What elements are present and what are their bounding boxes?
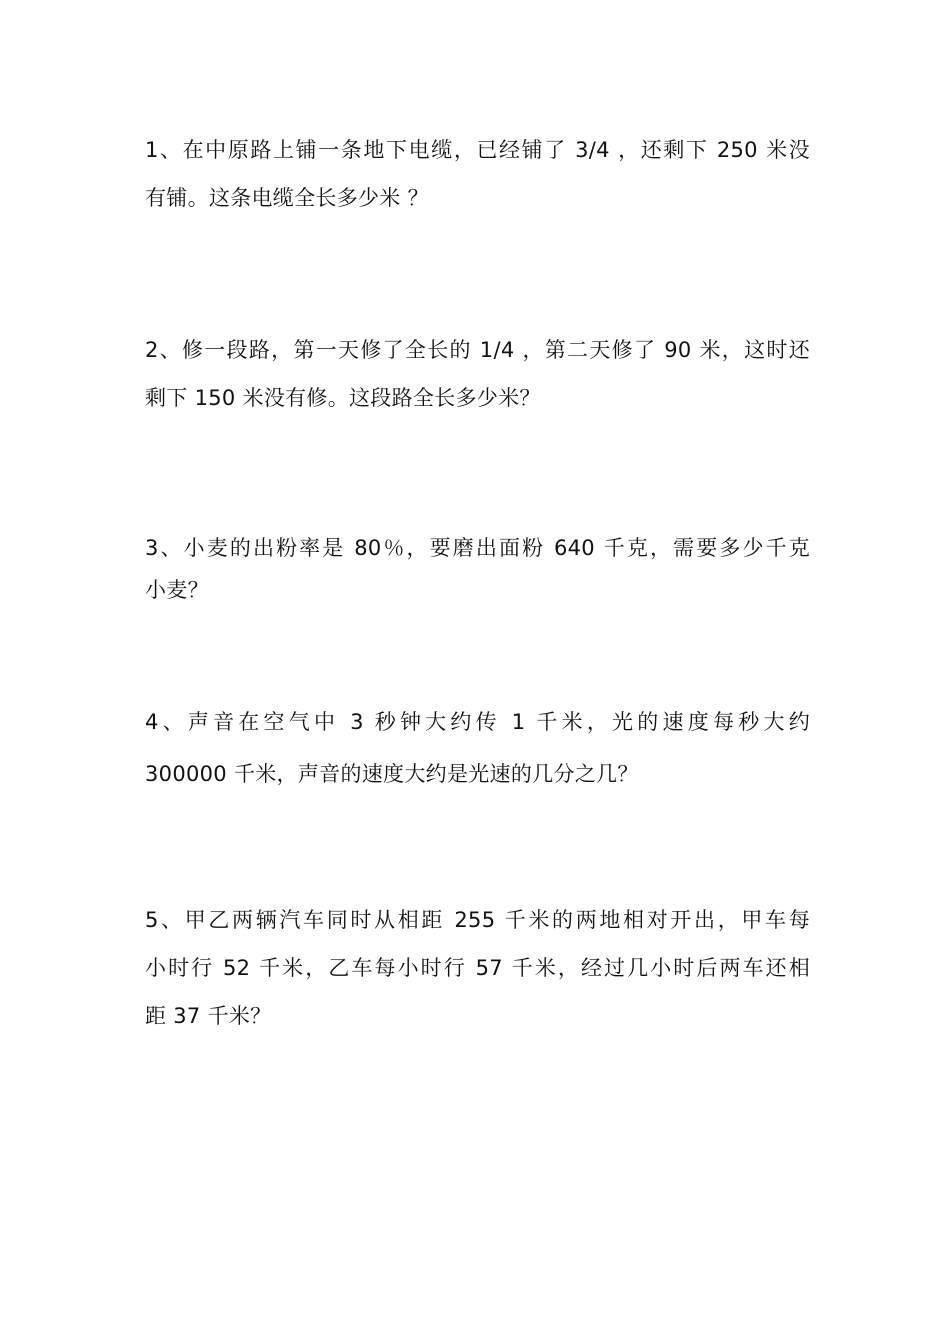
problem-3-line-1: 3、小麦的出粉率是 80％，要磨出面粉 640 千克，需要多少千克 (145, 536, 810, 560)
problem-4-line-2: 300000 千米，声音的速度大约是光速的几分之几？ (145, 762, 639, 786)
problem-5-line-2: 小时行 52 千米，乙车每小时行 57 千米，经过几小时后两车还相 (145, 956, 810, 980)
problem-2-line-2: 剩下 150 米没有修。这段路全长多少米？ (145, 386, 541, 410)
problem-4-line-1: 4、声音在空气中 3 秒钟大约传 1 千米，光的速度每秒大约 (145, 710, 810, 734)
problem-5-line-3: 距 37 千米？ (145, 1004, 272, 1028)
problem-1-line-2: 有铺。这条电缆全长多少米 ？ (145, 186, 429, 210)
problem-2-line-1: 2、修一段路，第一天修了全长的 1/4 ，第二天修了 90 米，这时还 (145, 338, 810, 362)
problem-4 (145, 698, 810, 798)
problem-5-line-1: 5、甲乙两辆汽车同时从相距 255 千米的两地相对开出，甲车每 (145, 908, 810, 932)
problem-3 (145, 524, 810, 614)
problem-1 (145, 126, 810, 222)
problem-1-line-1: 1、在中原路上铺一条地下电缆，已经铺了 3/4 ，还剩下 250 米没 (145, 138, 810, 162)
problem-2 (145, 326, 810, 422)
problem-3-line-2: 小麦？ (145, 578, 209, 602)
problem-5 (145, 896, 810, 1040)
